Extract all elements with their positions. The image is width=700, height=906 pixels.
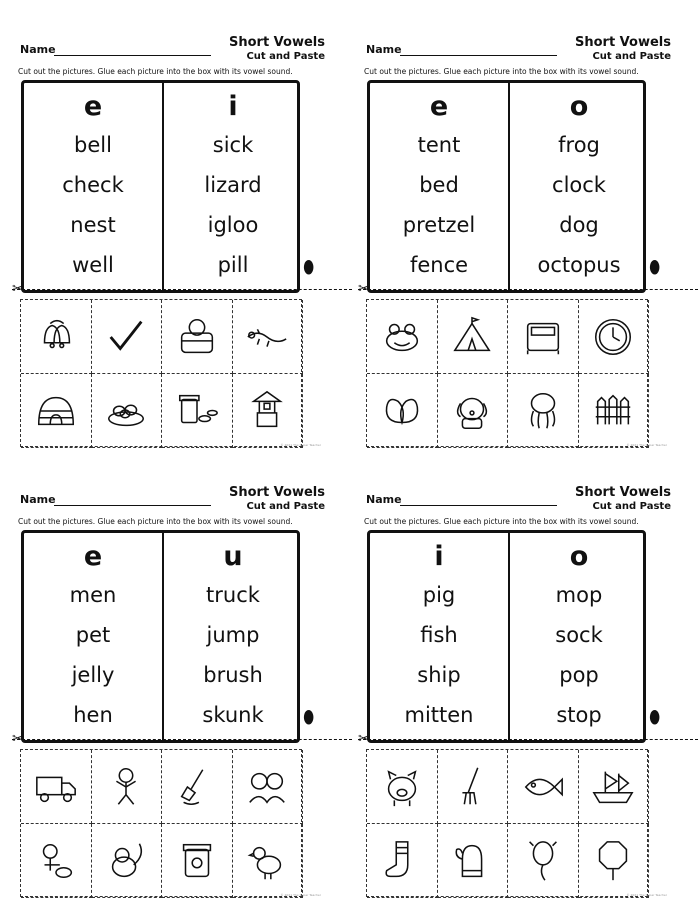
fence-icon	[590, 388, 636, 434]
name-label: Name	[20, 493, 56, 506]
left-word: ship	[417, 663, 461, 687]
scissors-icon: ✂	[12, 731, 24, 747]
right-word: brush	[203, 663, 263, 687]
left-word: pet	[75, 623, 111, 647]
picture-card[interactable]	[579, 374, 650, 448]
instructions: Cut out the pictures. Glue each picture into the box with its vowel sound.	[364, 517, 639, 526]
lizard-icon	[244, 314, 290, 360]
left-word: hen	[73, 703, 113, 727]
right-word: mop	[555, 583, 603, 607]
glue-bottle-icon: ⬮	[649, 707, 661, 728]
left-word: check	[62, 173, 124, 197]
left-vowel-column	[370, 533, 508, 740]
picture-grid	[366, 749, 648, 897]
picture-card[interactable]	[508, 374, 579, 448]
jumping-girl-icon	[103, 764, 149, 810]
name-label: Name	[20, 43, 56, 56]
pop-balloon-icon	[520, 838, 566, 884]
picture-card[interactable]	[438, 300, 509, 374]
right-word: truck	[206, 583, 260, 607]
right-vowel-column	[508, 83, 648, 290]
worksheet-header	[12, 483, 327, 537]
brush-icon	[174, 764, 220, 810]
picture-card[interactable]	[508, 750, 579, 824]
picture-card[interactable]	[162, 750, 233, 824]
right-word: frog	[558, 133, 600, 157]
scissors-icon: ✂	[358, 281, 370, 297]
stop-sign-icon	[590, 838, 636, 884]
picture-card[interactable]	[508, 300, 579, 374]
name-line[interactable]	[400, 505, 557, 506]
cut-line	[358, 289, 698, 290]
men-icon	[244, 764, 290, 810]
left-word: men	[69, 583, 117, 607]
name-line[interactable]	[400, 55, 557, 56]
left-vowel-column	[24, 83, 162, 290]
clock-icon	[590, 314, 636, 360]
bells-icon	[33, 314, 79, 360]
sorting-board	[21, 530, 300, 743]
picture-grid	[366, 299, 648, 447]
left-word: mitten	[404, 703, 474, 727]
left-word: bed	[419, 173, 459, 197]
right-word: sock	[555, 623, 603, 647]
left-word: nest	[70, 213, 116, 237]
name-label: Name	[366, 43, 402, 56]
copyright-note: © 2021 The Super Teacher	[280, 443, 321, 447]
worksheet-2	[358, 33, 673, 453]
jelly-jar-icon	[174, 838, 220, 884]
picture-card[interactable]	[233, 300, 304, 374]
hen-icon	[244, 838, 290, 884]
worksheet-subtitle: Cut and Paste	[592, 501, 671, 512]
scissors-icon: ✂	[358, 731, 370, 747]
name-label: Name	[366, 493, 402, 506]
worksheet-subtitle: Cut and Paste	[246, 501, 325, 512]
right-vowel-column	[162, 533, 302, 740]
right-word: stop	[556, 703, 602, 727]
right-word: sick	[212, 133, 254, 157]
worksheet-header	[358, 483, 673, 537]
right-word: pill	[217, 253, 249, 277]
picture-card[interactable]	[162, 824, 233, 898]
tent-icon	[449, 314, 495, 360]
worksheet-title: Short Vowels	[574, 35, 671, 50]
picture-card[interactable]	[367, 824, 438, 898]
picture-card[interactable]	[92, 300, 163, 374]
mitten-icon	[449, 838, 495, 884]
cut-line	[358, 739, 698, 740]
sick-child-icon	[174, 314, 220, 360]
right-vowel: u	[223, 541, 243, 572]
left-word: jelly	[71, 663, 115, 687]
left-vowel-column	[370, 83, 508, 290]
name-line[interactable]	[54, 505, 211, 506]
nest-icon	[103, 388, 149, 434]
scissors-icon: ✂	[12, 281, 24, 297]
left-vowel: e	[83, 91, 103, 122]
worksheet-subtitle: Cut and Paste	[246, 51, 325, 62]
pretzel-icon	[379, 388, 425, 434]
right-word: jump	[206, 623, 260, 647]
worksheet-title: Short Vowels	[574, 485, 671, 500]
worksheet-4	[358, 483, 673, 903]
worksheet-title: Short Vowels	[228, 35, 325, 50]
picture-card[interactable]	[579, 300, 650, 374]
picture-card[interactable]	[438, 824, 509, 898]
picture-card[interactable]	[92, 750, 163, 824]
left-vowel: i	[434, 541, 444, 572]
worksheet-title: Short Vowels	[228, 485, 325, 500]
left-word: fish	[420, 623, 458, 647]
left-word: fence	[409, 253, 469, 277]
right-word: clock	[552, 173, 606, 197]
right-word: lizard	[204, 173, 262, 197]
picture-card[interactable]	[367, 750, 438, 824]
octopus-icon	[520, 388, 566, 434]
left-word: pig	[422, 583, 456, 607]
dog-icon	[449, 388, 495, 434]
truck-icon	[33, 764, 79, 810]
left-word: tent	[417, 133, 461, 157]
picture-card[interactable]	[21, 824, 92, 898]
cut-line	[12, 289, 352, 290]
copyright-note: © 2021 The Super Teacher	[280, 893, 321, 897]
glue-bottle-icon: ⬮	[649, 257, 661, 278]
picture-grid	[20, 749, 302, 897]
worksheet-header	[358, 33, 673, 87]
right-vowel: o	[569, 91, 589, 122]
picture-card[interactable]	[438, 750, 509, 824]
right-word: octopus	[537, 253, 621, 277]
copyright-note: © 2021 The Super Teacher	[626, 893, 667, 897]
picture-card[interactable]	[21, 750, 92, 824]
worksheet-1	[12, 33, 327, 453]
left-vowel: e	[429, 91, 449, 122]
picture-card[interactable]	[579, 824, 650, 898]
well-icon	[244, 388, 290, 434]
instructions: Cut out the pictures. Glue each picture into the box with its vowel sound.	[18, 517, 293, 526]
skunk-icon	[103, 838, 149, 884]
ship-icon	[590, 764, 636, 810]
right-word: igloo	[207, 213, 259, 237]
glue-bottle-icon: ⬮	[303, 257, 315, 278]
right-vowel: o	[569, 541, 589, 572]
picture-card[interactable]	[92, 824, 163, 898]
picture-card[interactable]	[162, 374, 233, 448]
picture-card[interactable]	[367, 374, 438, 448]
instructions: Cut out the pictures. Glue each picture into the box with its vowel sound.	[364, 67, 639, 76]
sorting-board	[367, 530, 646, 743]
picture-card[interactable]	[233, 374, 304, 448]
pet-icon	[33, 838, 79, 884]
picture-card[interactable]	[233, 824, 304, 898]
glue-bottle-icon: ⬮	[303, 707, 315, 728]
frog-icon	[379, 314, 425, 360]
picture-card[interactable]	[233, 750, 304, 824]
worksheet-subtitle: Cut and Paste	[592, 51, 671, 62]
picture-card[interactable]	[21, 300, 92, 374]
picture-grid	[20, 299, 302, 447]
name-line[interactable]	[54, 55, 211, 56]
cut-line	[12, 739, 352, 740]
sorting-board	[367, 80, 646, 293]
sock-icon	[379, 838, 425, 884]
left-vowel: e	[83, 541, 103, 572]
pill-bottle-icon	[174, 388, 220, 434]
checkmark-icon	[103, 314, 149, 360]
igloo-icon	[33, 388, 79, 434]
left-word: pretzel	[402, 213, 476, 237]
picture-card[interactable]	[438, 374, 509, 448]
picture-card[interactable]	[92, 374, 163, 448]
pig-icon	[379, 764, 425, 810]
bed-icon	[520, 314, 566, 360]
left-word: bell	[74, 133, 112, 157]
picture-card[interactable]	[21, 374, 92, 448]
fish-icon	[520, 764, 566, 810]
picture-card[interactable]	[579, 750, 650, 824]
picture-card[interactable]	[508, 824, 579, 898]
left-word: well	[72, 253, 114, 277]
instructions: Cut out the pictures. Glue each picture into the box with its vowel sound.	[18, 67, 293, 76]
right-word: skunk	[202, 703, 264, 727]
worksheet-header	[12, 33, 327, 87]
left-vowel-column	[24, 533, 162, 740]
mop-icon	[449, 764, 495, 810]
picture-card[interactable]	[367, 300, 438, 374]
picture-card[interactable]	[162, 300, 233, 374]
right-vowel-column	[508, 533, 648, 740]
right-word: pop	[559, 663, 599, 687]
worksheet-3	[12, 483, 327, 903]
right-word: dog	[559, 213, 599, 237]
right-vowel-column	[162, 83, 302, 290]
sorting-board	[21, 80, 300, 293]
right-vowel: i	[228, 91, 238, 122]
copyright-note: © 2021 The Super Teacher	[626, 443, 667, 447]
